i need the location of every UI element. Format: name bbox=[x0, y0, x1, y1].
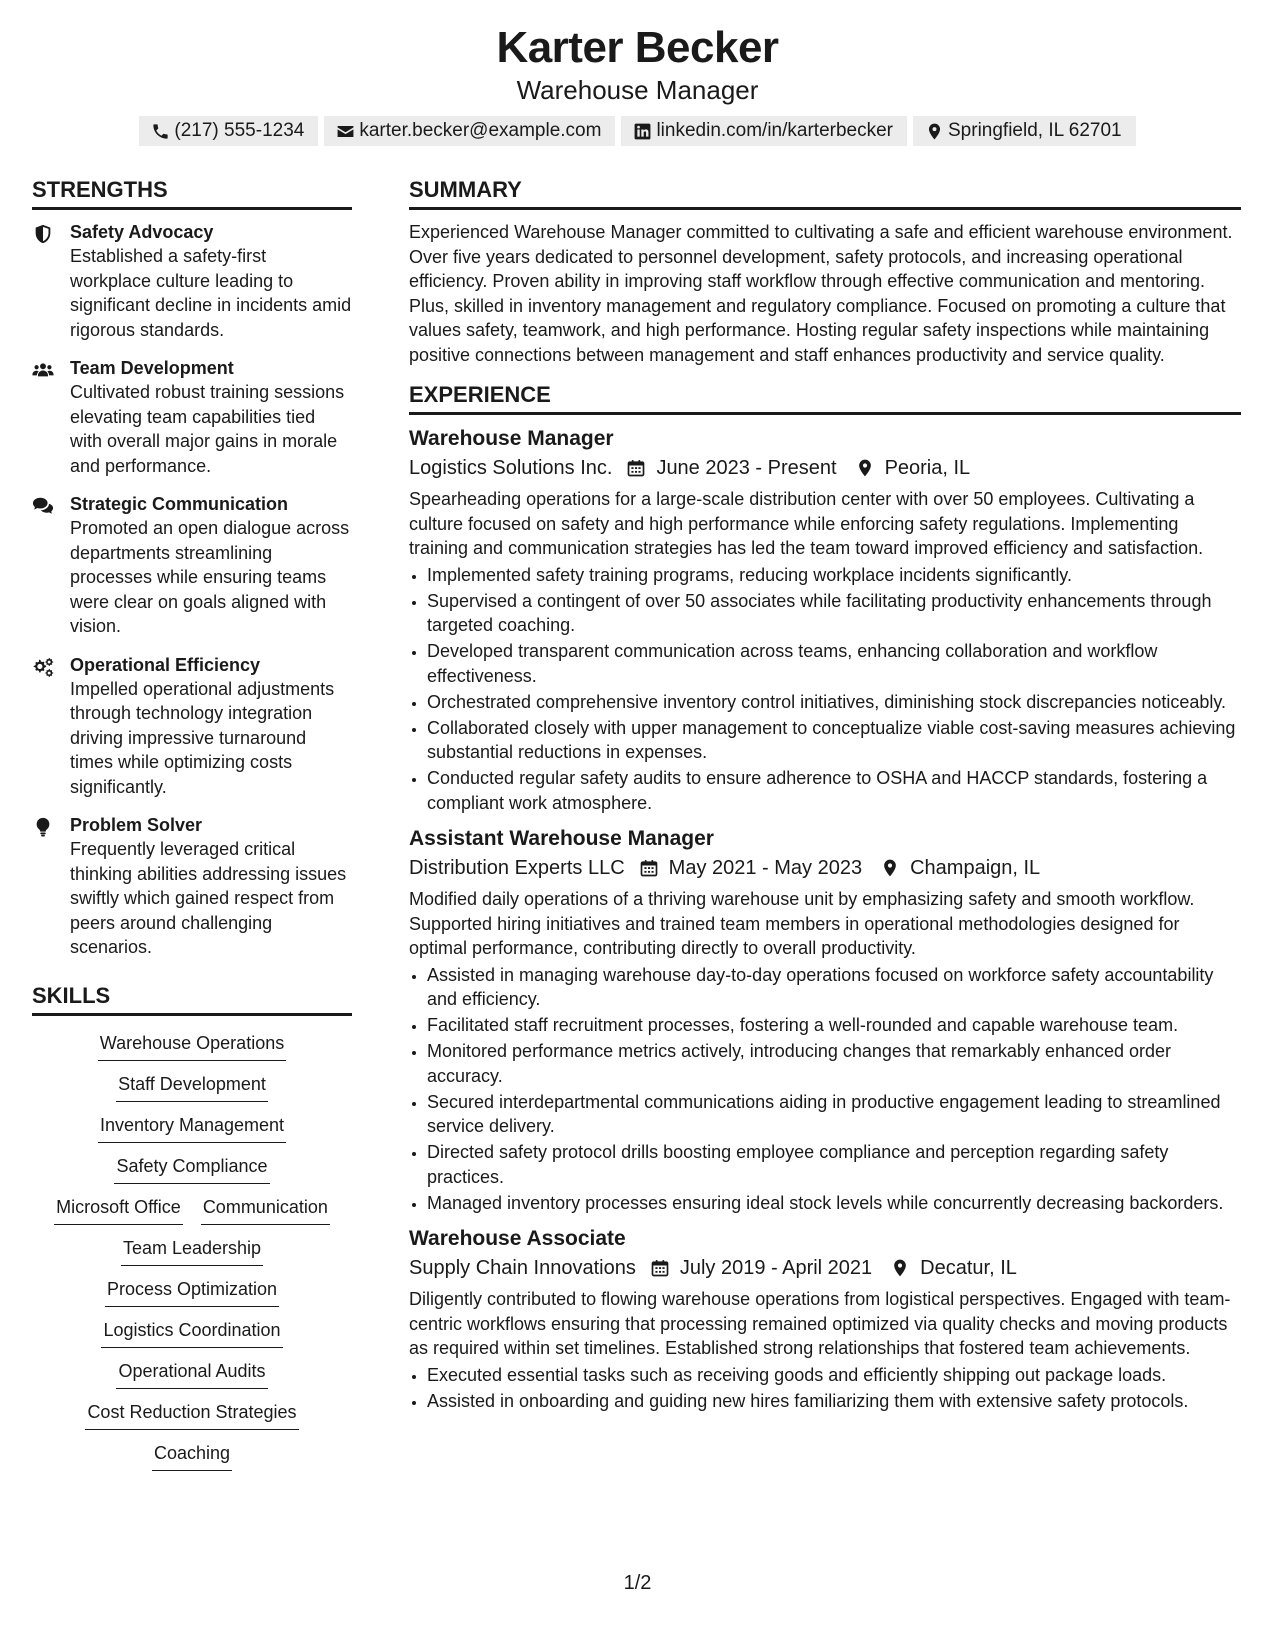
strength-title: Strategic Communication bbox=[70, 494, 289, 514]
bullet-item: • Monitored performance metrics actively, introducing changes that remarkably enhanced order accuracy. bbox=[427, 1039, 1241, 1088]
job-meta bbox=[409, 453, 1241, 483]
linkedin-icon bbox=[633, 122, 652, 141]
job-title: Warehouse Manager bbox=[409, 427, 614, 450]
envelope-icon bbox=[336, 122, 355, 141]
strength-title: Operational Efficiency bbox=[70, 654, 261, 675]
users-icon bbox=[32, 356, 70, 478]
contact-bar bbox=[0, 116, 1275, 146]
bullet-item: • Secured interdepartmental communications aiding in productive engagement leading to streamlined service delivery. bbox=[427, 1090, 1241, 1139]
skill-tag: Logistics Coordination bbox=[101, 1317, 282, 1348]
left-column bbox=[32, 176, 352, 1481]
skill-tag: Warehouse Operations bbox=[98, 1030, 286, 1061]
candidate-title: Warehouse Manager bbox=[516, 75, 759, 105]
strength-item bbox=[32, 220, 352, 342]
contact-email-text: karter.becker@example.com bbox=[359, 120, 602, 141]
bullet-item: • Supervised a contingent of over 50 associates while facilitating productivity enhancements through targeted coaching. bbox=[427, 589, 1241, 638]
strength-item bbox=[32, 492, 352, 639]
skills-heading: SKILLS bbox=[32, 982, 352, 1016]
skill-tag: Inventory Management bbox=[98, 1112, 286, 1143]
contact-location-text: Springfield, IL 62701 bbox=[948, 120, 1122, 141]
job-location: Champaign, IL bbox=[910, 857, 1041, 879]
map-pin-icon bbox=[925, 122, 944, 141]
lightbulb-icon bbox=[32, 813, 70, 960]
page-number: 1/2 bbox=[623, 1572, 652, 1594]
strength-desc: Frequently leveraged critical thinking abilities addressing issues swiftly which gained respect from peers around challenging scenarios. bbox=[70, 839, 347, 957]
strength-item bbox=[32, 653, 352, 800]
job-dates: July 2019 - April 2021 bbox=[679, 1257, 873, 1279]
calendar-icon bbox=[639, 858, 669, 878]
job-location: Decatur, IL bbox=[920, 1257, 1017, 1279]
strengths-heading: STRENGTHS bbox=[32, 176, 352, 210]
gears-icon bbox=[32, 653, 70, 800]
job-meta bbox=[409, 1253, 1241, 1283]
strength-title: Team Development bbox=[70, 358, 234, 378]
job-title: Warehouse Associate bbox=[409, 1227, 626, 1250]
comments-icon bbox=[32, 492, 70, 639]
contact-linkedin-text: linkedin.com/in/karterbecker bbox=[656, 120, 893, 141]
skill-tag: Operational Audits bbox=[116, 1358, 267, 1389]
map-pin-icon bbox=[855, 458, 885, 478]
right-column bbox=[409, 176, 1241, 1423]
bullet-item: • Conducted regular safety audits to ensure adherence to OSHA and HACCP standards, fostering a compliant work atmosphere. bbox=[427, 766, 1241, 815]
bullet-item: • Assisted in managing warehouse day-to-day operations focused on workforce safety accountability and efficiency. bbox=[427, 963, 1241, 1012]
contact-phone[interactable] bbox=[139, 116, 318, 146]
map-pin-icon bbox=[890, 1258, 920, 1278]
job-description: Spearheading operations for a large-scale distribution center with over 50 employees. Cultivating a culture focused on safety and high performance while enforcing safety regulations. Implementing training and communication strategies has led the team toward improved efficiency and satisfaction. bbox=[409, 489, 1204, 558]
bullet-item: • Facilitated staff recruitment processes, fostering a well-rounded and capable warehouse team. bbox=[427, 1013, 1241, 1038]
job-bullets bbox=[409, 963, 1241, 1216]
job-entry bbox=[409, 825, 1241, 1215]
contact-phone-text: (217) 555-1234 bbox=[174, 120, 305, 141]
summary-text: Experienced Warehouse Manager committed to cultivating a safe and efficient warehouse environment. Over five years dedicated to personnel development, safety protocols, and increasing operational efficiency. Proven ability in improving staff workflow through effective communication and mentoring. Plus, skilled in inventory management and regulatory compliance. Focused on promoting a culture that values safety, teamwork, and high performance. Hosting regular safety inspections while maintaining positive connections between management and staff enhances productivity and service quality. bbox=[409, 222, 1233, 365]
job-company: Supply Chain Innovations bbox=[409, 1257, 636, 1279]
strength-desc: Established a safety-first workplace culture leading to significant decline in incidents amid rigorous standards. bbox=[70, 246, 352, 340]
skills-list bbox=[32, 1030, 352, 1471]
phone-icon bbox=[151, 122, 170, 141]
job-dates: June 2023 - Present bbox=[656, 457, 837, 479]
bullet-item: • Orchestrated comprehensive inventory control initiatives, diminishing stock discrepancies noticeably. bbox=[427, 690, 1241, 715]
job-title: Assistant Warehouse Manager bbox=[409, 827, 714, 850]
calendar-icon bbox=[650, 1258, 680, 1278]
strength-item bbox=[32, 813, 352, 960]
skill-tag: Communication bbox=[201, 1194, 330, 1225]
job-bullets bbox=[409, 1363, 1241, 1414]
map-pin-icon bbox=[880, 858, 910, 878]
contact-location[interactable] bbox=[913, 116, 1136, 146]
job-description: Modified daily operations of a thriving warehouse unit by emphasizing safety and smooth workflow. Supported hiring initiatives and trained team members in operational methodologies designed for optimal performance, contributing directly to overall productivity. bbox=[409, 889, 1195, 958]
skill-tag: Microsoft Office bbox=[54, 1194, 183, 1225]
bullet-item: • Developed transparent communication across teams, enhancing collaboration and workflow effectiveness. bbox=[427, 639, 1241, 688]
job-description: Diligently contributed to flowing warehouse operations from logistical perspectives. Engaged with team-centric workflows ensuring that processing remained optimized via quality checks and moving products as required within set timelines. Established strong relationships that fostered team achievements. bbox=[409, 1289, 1231, 1358]
skill-tag: Team Leadership bbox=[121, 1235, 263, 1266]
skill-tag: Safety Compliance bbox=[114, 1153, 269, 1184]
bullet-item: • Collaborated closely with upper management to conceptualize viable cost-saving measures achieving substantial reductions in expenses. bbox=[427, 716, 1241, 765]
strength-title: Problem Solver bbox=[70, 815, 203, 835]
skill-tag: Staff Development bbox=[116, 1071, 268, 1102]
summary-heading: SUMMARY bbox=[409, 176, 1241, 210]
bullet-item: • Managed inventory processes ensuring ideal stock levels while concurrently decreasing backorders. bbox=[427, 1191, 1241, 1216]
strength-desc: Impelled operational adjustments through technology integration driving impressive turnaround times while optimizing costs significantly. bbox=[70, 678, 335, 797]
skill-tag: Process Optimization bbox=[105, 1276, 279, 1307]
contact-email[interactable] bbox=[324, 116, 615, 146]
strength-desc: Promoted an open dialogue across departments streamlining processes while ensuring teams were clear on goals aligned with vision. bbox=[70, 518, 350, 636]
strength-item bbox=[32, 356, 352, 478]
experience-heading: EXPERIENCE bbox=[409, 381, 1241, 415]
job-entry bbox=[409, 1225, 1241, 1413]
strength-desc: Cultivated robust training sessions elevating team capabilities tied with overall major gains in morale and performance. bbox=[70, 382, 345, 476]
job-company: Distribution Experts LLC bbox=[409, 857, 625, 879]
resume-header bbox=[0, 0, 1275, 146]
job-dates: May 2021 - May 2023 bbox=[668, 857, 863, 879]
bullet-item: • Executed essential tasks such as receiving goods and efficiently shipping out package loads. bbox=[427, 1363, 1241, 1388]
calendar-icon bbox=[626, 458, 656, 478]
job-location: Peoria, IL bbox=[884, 457, 971, 479]
bullet-item: • Implemented safety training programs, reducing workplace incidents significantly. bbox=[427, 563, 1241, 588]
job-entry bbox=[409, 425, 1241, 815]
strength-title: Safety Advocacy bbox=[70, 222, 214, 242]
candidate-name: Karter Becker bbox=[496, 23, 779, 72]
job-company: Logistics Solutions Inc. bbox=[409, 457, 613, 479]
job-meta bbox=[409, 853, 1241, 883]
shield-icon bbox=[32, 220, 70, 342]
skill-tag: Coaching bbox=[152, 1440, 232, 1471]
contact-linkedin[interactable] bbox=[621, 116, 907, 146]
job-bullets bbox=[409, 563, 1241, 816]
bullet-item: • Directed safety protocol drills boosting employee compliance and perception regarding safety practices. bbox=[427, 1140, 1241, 1189]
bullet-item: • Assisted in onboarding and guiding new hires familiarizing them with extensive safety protocols. bbox=[427, 1389, 1241, 1414]
skill-tag: Cost Reduction Strategies bbox=[85, 1399, 298, 1430]
